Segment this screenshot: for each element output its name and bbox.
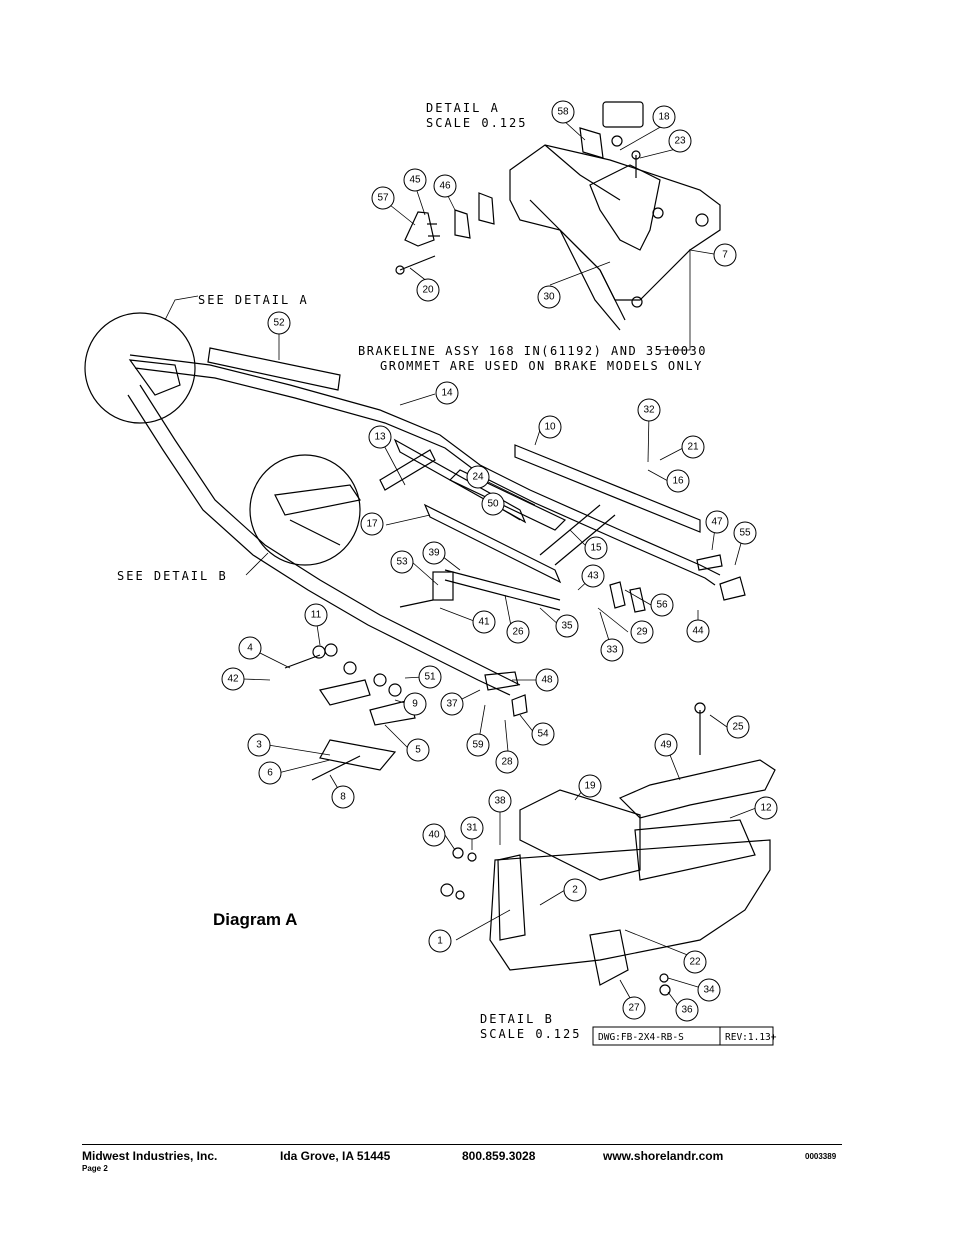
callout-label: 10 bbox=[544, 421, 556, 433]
callout-label: 1 bbox=[437, 935, 443, 947]
callout-label: 5 bbox=[415, 744, 421, 756]
callout-44 bbox=[687, 620, 709, 642]
callout-label: 2 bbox=[572, 884, 578, 896]
callout-label: 14 bbox=[441, 387, 453, 399]
callout-49 bbox=[655, 734, 677, 756]
callout-label: 31 bbox=[466, 822, 478, 834]
callout-47 bbox=[706, 511, 728, 533]
callout-12 bbox=[755, 797, 777, 819]
callout-45 bbox=[404, 169, 426, 191]
callout-label: 32 bbox=[643, 404, 655, 416]
callout-28 bbox=[496, 751, 518, 773]
callout-label: 34 bbox=[703, 984, 715, 996]
callout-3 bbox=[248, 734, 270, 756]
callout-33 bbox=[601, 639, 623, 661]
callout-39 bbox=[423, 542, 445, 564]
callout-label: 55 bbox=[739, 527, 751, 539]
callout-7 bbox=[714, 244, 736, 266]
detail-b-label: DETAIL B bbox=[480, 1012, 554, 1026]
callout-label: 57 bbox=[377, 192, 389, 204]
callout-label: 41 bbox=[478, 616, 490, 628]
callout-8 bbox=[332, 786, 354, 808]
callout-label: 42 bbox=[227, 673, 239, 685]
callout-42 bbox=[222, 668, 244, 690]
callout-label: 15 bbox=[590, 542, 602, 554]
callout-label: 49 bbox=[660, 739, 672, 751]
callout-label: 25 bbox=[732, 721, 744, 733]
callout-46 bbox=[434, 175, 456, 197]
callout-label: 30 bbox=[543, 291, 555, 303]
callout-40 bbox=[423, 824, 445, 846]
footer-phone: 800.859.3028 bbox=[462, 1149, 536, 1163]
callout-19 bbox=[579, 775, 601, 797]
callout-27 bbox=[623, 997, 645, 1019]
callout-48 bbox=[536, 669, 558, 691]
callout-57 bbox=[372, 187, 394, 209]
callout-label: 52 bbox=[273, 317, 285, 329]
callout-2 bbox=[564, 879, 586, 901]
callout-38 bbox=[489, 790, 511, 812]
callout-label: 23 bbox=[674, 135, 686, 147]
callout-label: 8 bbox=[340, 791, 346, 803]
callout-label: 17 bbox=[366, 518, 378, 530]
callout-label: 18 bbox=[658, 111, 670, 123]
callout-label: 36 bbox=[681, 1004, 693, 1016]
callout-label: 35 bbox=[561, 620, 573, 632]
detail-a-scale: SCALE 0.125 bbox=[426, 116, 528, 130]
callout-43 bbox=[582, 565, 604, 587]
diagram-title: Diagram A bbox=[213, 910, 298, 929]
callout-23 bbox=[669, 130, 691, 152]
dwg-label: DWG:FB-2X4-RB-S bbox=[598, 1032, 684, 1043]
detail-b-scale: SCALE 0.125 bbox=[480, 1027, 582, 1041]
callout-label: 13 bbox=[374, 431, 386, 443]
callout-label: 33 bbox=[606, 644, 618, 656]
callout-label: 50 bbox=[487, 498, 499, 510]
callout-24 bbox=[467, 466, 489, 488]
callout-18 bbox=[653, 106, 675, 128]
callout-balloons bbox=[222, 101, 777, 1021]
callout-29 bbox=[631, 621, 653, 643]
footer-city: Ida Grove, IA 51445 bbox=[280, 1149, 391, 1163]
brakeline-note-2: GROMMET ARE USED ON BRAKE MODELS ONLY bbox=[380, 359, 703, 373]
callout-label: 12 bbox=[760, 802, 772, 814]
callout-5 bbox=[407, 739, 429, 761]
callout-label: 16 bbox=[672, 475, 684, 487]
callout-label: 43 bbox=[587, 570, 599, 582]
callout-25 bbox=[727, 716, 749, 738]
callout-label: 20 bbox=[422, 284, 434, 296]
callout-label: 37 bbox=[446, 698, 458, 710]
callout-37 bbox=[441, 693, 463, 715]
callout-21 bbox=[682, 436, 704, 458]
callout-56 bbox=[651, 594, 673, 616]
callout-55 bbox=[734, 522, 756, 544]
callout-20 bbox=[417, 279, 439, 301]
callout-label: 40 bbox=[428, 829, 440, 841]
callout-label: 58 bbox=[557, 106, 569, 118]
callout-label: 7 bbox=[722, 249, 728, 261]
callout-label: 3 bbox=[256, 739, 262, 751]
callout-label: 54 bbox=[537, 728, 549, 740]
callout-label: 4 bbox=[247, 642, 253, 654]
see-detail-a: SEE DETAIL A bbox=[198, 293, 309, 307]
see-detail-b: SEE DETAIL B bbox=[117, 569, 228, 583]
callout-11 bbox=[305, 604, 327, 626]
cad-text bbox=[117, 101, 777, 1045]
callout-label: 46 bbox=[439, 180, 451, 192]
callout-1 bbox=[429, 930, 451, 952]
rev-label: REV:1.13+ bbox=[725, 1032, 777, 1043]
callout-label: 51 bbox=[424, 671, 436, 683]
callout-6 bbox=[259, 762, 281, 784]
callout-label: 47 bbox=[711, 516, 723, 528]
callout-17 bbox=[361, 513, 383, 535]
callout-22 bbox=[684, 951, 706, 973]
footer-website: www.shorelandr.com bbox=[603, 1149, 724, 1163]
callout-label: 27 bbox=[628, 1002, 640, 1014]
callout-36 bbox=[676, 999, 698, 1021]
callout-10 bbox=[539, 416, 561, 438]
callout-label: 21 bbox=[687, 441, 699, 453]
footer-company: Midwest Industries, Inc. bbox=[82, 1149, 218, 1163]
callout-15 bbox=[585, 537, 607, 559]
callout-13 bbox=[369, 426, 391, 448]
callout-50 bbox=[482, 493, 504, 515]
callout-52 bbox=[268, 312, 290, 334]
callout-label: 44 bbox=[692, 625, 704, 637]
callout-label: 19 bbox=[584, 780, 596, 792]
callout-label: 6 bbox=[267, 767, 273, 779]
footer-page: Page 2 bbox=[82, 1164, 108, 1173]
callout-4 bbox=[239, 637, 261, 659]
footer-rule bbox=[82, 1144, 842, 1145]
callout-58 bbox=[552, 101, 574, 123]
callout-label: 56 bbox=[656, 599, 668, 611]
callout-label: 22 bbox=[689, 956, 701, 968]
callout-label: 53 bbox=[396, 556, 408, 568]
callout-label: 9 bbox=[412, 698, 418, 710]
callout-label: 38 bbox=[494, 795, 506, 807]
callout-35 bbox=[556, 615, 578, 637]
callout-label: 11 bbox=[310, 609, 322, 621]
callout-51 bbox=[419, 666, 441, 688]
callout-32 bbox=[638, 399, 660, 421]
callout-label: 59 bbox=[472, 739, 484, 751]
callout-34 bbox=[698, 979, 720, 1001]
callout-54 bbox=[532, 723, 554, 745]
callout-label: 39 bbox=[428, 547, 440, 559]
callout-9 bbox=[404, 693, 426, 715]
callout-14 bbox=[436, 382, 458, 404]
callout-label: 48 bbox=[541, 674, 553, 686]
callout-31 bbox=[461, 817, 483, 839]
callout-label: 45 bbox=[409, 174, 421, 186]
callout-59 bbox=[467, 734, 489, 756]
callout-label: 28 bbox=[501, 756, 513, 768]
callout-16 bbox=[667, 470, 689, 492]
callout-30 bbox=[538, 286, 560, 308]
callout-26 bbox=[507, 621, 529, 643]
callout-53 bbox=[391, 551, 413, 573]
callout-label: 29 bbox=[636, 626, 648, 638]
brakeline-note-1: BRAKELINE ASSY 168 IN(61192) AND 3510030 bbox=[358, 344, 707, 358]
footer-doc-number: 0003389 bbox=[805, 1152, 837, 1161]
leader-lines bbox=[165, 120, 756, 1008]
callout-label: 24 bbox=[472, 471, 484, 483]
callout-label: 26 bbox=[512, 626, 524, 638]
detail-a-label: DETAIL A bbox=[426, 101, 500, 115]
callout-41 bbox=[473, 611, 495, 633]
